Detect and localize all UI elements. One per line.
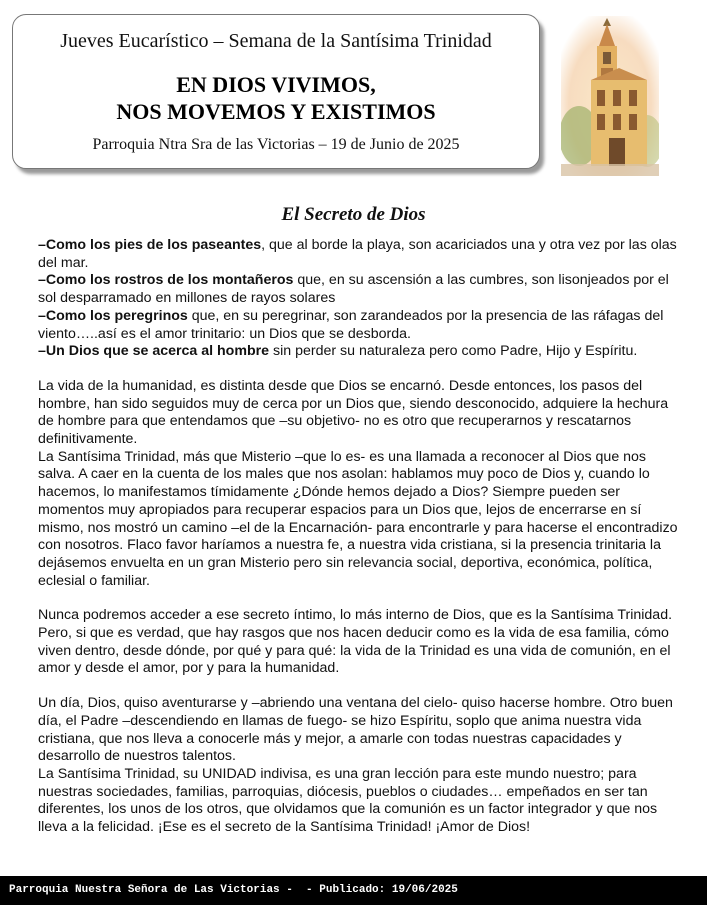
intro-line (38, 308, 678, 343)
header-kicker: Jueves Eucarístico – Semana de la Santísima Trinidad (60, 30, 492, 52)
paragraph-1: La vida de la humanidad, es distinta desde que Dios se encarnó. Desde entonces, los pasos del hombre, han sido seguidos muy de cerca por un Dios que, siendo desconocido, adquiere la hechura de hombre para que entendamos que –su objetivo- no es otro que recuperarnos y rescatarnos definitivamente. (38, 377, 669, 448)
intro-lead: –Como los peregrinos (38, 307, 188, 324)
page-title (13, 71, 539, 125)
page-title-line-1: EN DIOS VIVIMOS, (176, 72, 376, 97)
article-title: El Secreto de Dios (281, 204, 426, 225)
article-body (38, 237, 678, 837)
page-title-line-2: NOS MOVEMOS Y EXISTIMOS (116, 99, 436, 124)
paragraph-5: La Santísima Trinidad, su UNIDAD indivisa, es una gran lección para este mundo nuestro; para nuestras sociedades, familias, parroquias, diócesis, pueblos o ciudades… empeñados en ser tan diferentes, los unos de los otros, que olvidamos que la comunión es un factor integrador y que nos lleva a la felicidad. ¡Ese es el secreto de la Santísima Trinidad! ¡Amor de Dios! (38, 765, 658, 836)
paragraph-3: Nunca podremos acceder a ese secreto íntimo, lo más interno de Dios, que es la Santísima Trinidad. Pero, si que es verdad, que hay rasgos que nos hacen deducir como es la vida de esa familia, cómo viven dentro, desde dónde, por qué y para qué: la vida de la Trinidad es una vida de comunión, en el amor y desde el amor, por y para la humanidad. (38, 607, 673, 677)
intro-lead: –Como los rostros de los montañeros (38, 272, 294, 289)
intro-rest: sin perder su naturaleza pero como Padre, Hijo y Espíritu. (269, 343, 638, 360)
intro-lead: –Un Dios que se acerca al hombre (38, 343, 270, 360)
paragraph-2: La Santísima Trinidad, más que Misterio –que lo es- es una llamada a reconocer al Dios que nos salva. A caer en la cuenta de los males que nos asolan: hablamos muy poco de Dios y, cuando lo hacemos, lo manifestamos tímidamente ¿Dónde hemos dejado a Dios? Siempre pueden ser momentos muy apropiados para recuperar espacios para un Dios que, lejos de encerrarse en sí mismo, nos mostró un camino –el de la Encarnación- para encontrarle y para hacerse el encontradizo con nosotros. Flaco favor haríamos a nuestra fe, a nuestra vida cristiana, si la presencia trinitaria la dejásemos envuelta en un gran Misterio pero sin relevancia social, deportiva, económica, política, eclesial o familiar. (38, 448, 678, 589)
intro-lead: –Como los pies de los paseantes (38, 237, 262, 253)
intro-line (38, 343, 678, 361)
header-box (12, 14, 540, 169)
intro-rest: que, en su ascensión a las cumbres, son lisonjeados por el sol desparramado en millones de rayos solares (38, 272, 669, 307)
header-subtitle: Parroquia Ntra Sra de las Victorias – 19 de Junio de 2025 (92, 136, 460, 153)
intro-rest: , que al borde la playa, son acariciados una y otra vez por las olas del mar. (38, 237, 677, 271)
footer-bar: Parroquia Nuestra Señora de Las Victorias - - Publicado: 19/06/2025 (0, 876, 707, 905)
intro-rest: que, en su peregrinar, son zarandeados por la presencia de las ráfagas del viento…..así es el amor trinitario: un Dios que se desborda. (38, 307, 664, 342)
church-tower-illustration (561, 16, 659, 176)
intro-line (38, 272, 678, 307)
paragraph-4: Un día, Dios, quiso aventurarse y –abriendo una ventana del cielo- quiso hacerse hombre. Otro buen día, el Padre –descendiendo en llamas de fuego- se hizo Espíritu, soplo que anima nuestra vida cristiana, que nos lleva a conocerle más y mejor, a amarle con todas nuestras capacidades y desarrollo de nuestros talentos. (38, 695, 673, 765)
intro-line (38, 237, 678, 272)
